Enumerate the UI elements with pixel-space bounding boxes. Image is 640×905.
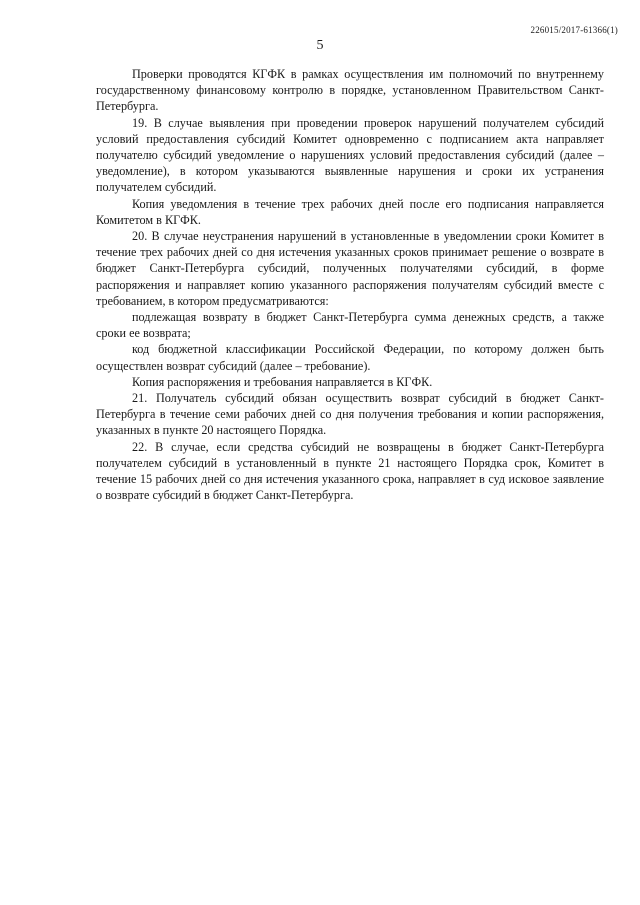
paragraph-notice-copy: Копия уведомления в течение трех рабочих дней после его подписания направляется Комитетом в КГФК.: [96, 196, 604, 227]
paragraph-22: 22. В случае, если средства субсидий не возвращены в бюджет Санкт-Петербурга получателем субсидий в установленный в пункте 21 настоящего Порядка срок, Комитет в течение 15 рабочих дней со дня истечения указанного срока, направляет в суд исковое заявление о возврате субсидий в бюджет Санкт-Петербурга.: [96, 439, 604, 503]
paragraph-inspections: Проверки проводятся КГФК в рамках осуществления им полномочий по внутреннему государственному финансовому контролю в порядке, установленном Правительством Санкт-Петербурга.: [96, 67, 604, 114]
paragraph-20: 20. В случае неустранения нарушений в установленные в уведомлении сроки Комитет в течение трех рабочих дней со дня истечения указанных сроков принимает решение о возврате в бюджет Санкт-Петербурга субсидий, полученных получателями субсидий, в форме распоряжения и направляет копию указанного распоряжения получателям субсидий вместе с требованием, в котором предусматриваются:: [96, 229, 604, 308]
paragraph-refund-amount: подлежащая возврату в бюджет Санкт-Петербурга сумма денежных средств, а также сроки ее возврата;: [96, 310, 604, 341]
paragraph-19: 19. В случае выявления при проведении проверок нарушений получателем субсидий условий предоставления субсидий Комитет одновременно с подписанием акта направляет получателю субсидий уведомление о нарушениях условий предоставления субсидий (далее – уведомление), в котором указываются выявленные нарушения и сроки их устранения получателем субсидий.: [96, 115, 604, 195]
paragraph-21: 21. Получатель субсидий обязан осуществить возврат субсидий в бюджет Санкт-Петербурга в течение семи рабочих дней со дня получения требования и копии распоряжения, указанных в пункте 20 настоящего Порядка.: [96, 391, 604, 438]
paragraph-budget-code: код бюджетной классификации Российской Федерации, по которому должен быть осуществлен возврат субсидий (далее – требование).: [96, 342, 604, 373]
paragraph-order-copy: Копия распоряжения и требования направляется в КГФК.: [132, 374, 433, 389]
document-body: [96, 66, 604, 503]
page-number: 5: [316, 38, 324, 53]
document-id: 226015/2017-61366(1): [530, 25, 618, 35]
